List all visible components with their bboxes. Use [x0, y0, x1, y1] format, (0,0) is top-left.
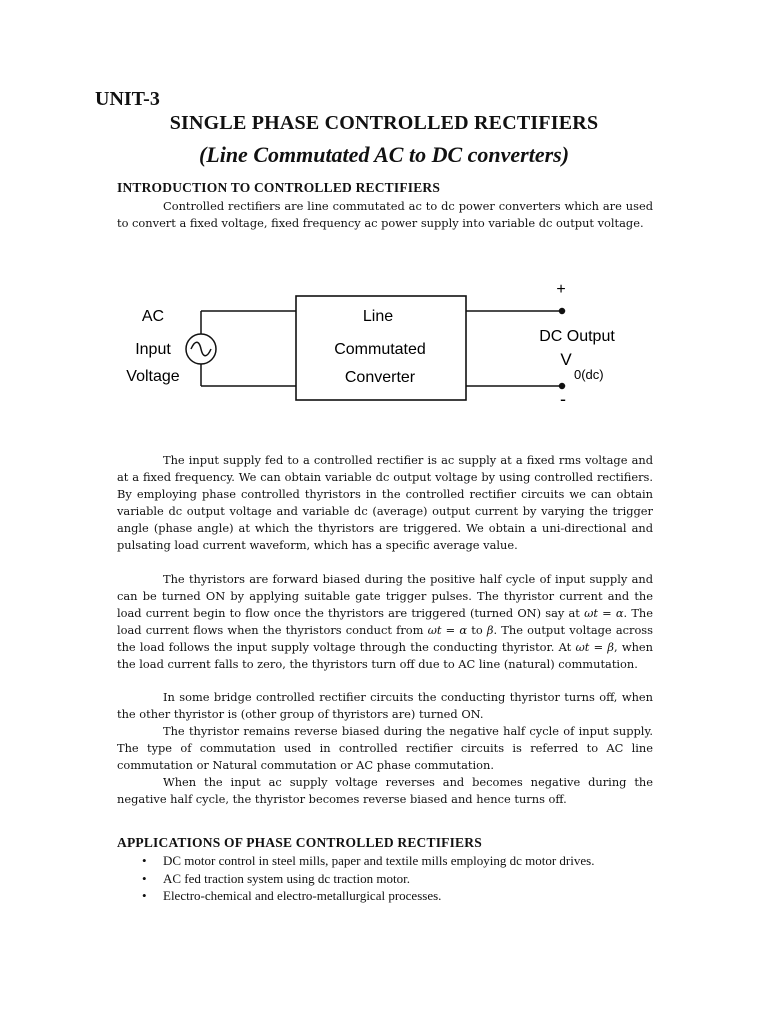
applications-heading: APPLICATIONS OF PHASE CONTROLLED RECTIFIERS: [117, 835, 482, 850]
p2-text-a: The thyristors are forward biased during the positive half cycle of input supply and can be turned ON by applying suitable gate trigger pulses. The thyristor current and the load current begin to flow once the thyristors are triggered (turned ON) say at: [117, 572, 653, 620]
intro-heading: INTRODUCTION TO CONTROLLED RECTIFIERS: [117, 180, 441, 195]
p2-text-b: . The load current flows when the thyristors conduct from: [117, 605, 654, 637]
output-terminals: [466, 309, 565, 389]
intro-paragraph: [117, 198, 653, 232]
output-voltage-symbol: V: [560, 350, 572, 369]
p2-math-1: ωt = α: [584, 605, 624, 620]
box-line-label: Line: [362, 308, 394, 325]
box-converter-label: Converter: [344, 369, 416, 386]
list-item: • AC fed traction system using dc traction motor.: [117, 870, 637, 888]
body-paragraph-2: [117, 571, 653, 672]
p2-math-3: β: [486, 622, 494, 637]
p2-math-2: ωt = α: [427, 622, 468, 637]
body-paragraph-3-text: In some bridge controlled rectifier circuits the conducting thyristor turns off, when the other thyristor is (other group of thyristors are) turned ON.: [117, 690, 653, 721]
box-commutated-label: Commutated: [334, 341, 426, 358]
p2-text-c: to: [467, 622, 487, 637]
ac-label: AC: [141, 308, 165, 325]
input-label: Input: [135, 341, 171, 358]
body-paragraph-3: [117, 689, 653, 723]
body-paragraph-1: [117, 452, 653, 553]
body-paragraph-4: [117, 723, 653, 774]
body-paragraph-5: [117, 774, 653, 808]
p2-math-4: ωt = β: [575, 639, 614, 654]
converter-block-diagram: [0, 270, 768, 420]
ac-source-icon: [186, 311, 296, 386]
unit-label: UNIT-3: [95, 88, 160, 110]
p2-text-e: , when the load current falls to zero, the thyristors turn off due to AC line (natural) commutation.: [117, 639, 653, 671]
plus-terminal: +: [556, 281, 566, 298]
minus-terminal: -: [560, 389, 566, 409]
body-paragraph-1-text: The input supply fed to a controlled rectifier is ac supply at a fixed rms voltage and at a fixed frequency. We can obtain variable dc output voltage by using controlled rectifiers. By employing phase controlled thyristors in the controlled rectifier circuits we can obtain variable dc output voltage and variable dc (average) output current by varying the trigger angle (phase angle) at which the thyristors are triggered. We obtain a uni-directional and pulsating load current waveform, which has a specific average value.: [117, 453, 653, 552]
list-item: • Electro-chemical and electro-metallurgical processes.: [117, 887, 637, 905]
voltage-label: Voltage: [126, 368, 180, 385]
intro-paragraph-text: Controlled rectifiers are line commutated ac to dc power converters which are used to convert a fixed voltage, fixed frequency ac power supply into variable dc output voltage.: [117, 199, 653, 230]
output-voltage-subscript: 0(dc): [574, 367, 604, 382]
list-item: • DC motor control in steel mills, paper and textile mills employing dc motor drives.: [117, 852, 637, 870]
applications-list: [117, 852, 637, 905]
dc-output-label: DC Output: [539, 328, 615, 345]
body-paragraph-4-text: The thyristor remains reverse biased during the negative half cycle of input supply. The type of commutation used in controlled rectifier circuits is referred to AC line commutation or Natural commutation or AC phase commutation.: [117, 724, 653, 772]
p2-text-d: . The output voltage across the load follows the input supply voltage through the conducting thyristor. At: [117, 622, 653, 654]
page-subtitle: (Line Commutated AC to DC converters): [198, 142, 570, 167]
page-title: SINGLE PHASE CONTROLLED RECTIFIERS: [169, 112, 599, 134]
body-paragraph-5-text: When the input ac supply voltage reverses and becomes negative during the negative half cycle, the thyristor becomes reverse biased and hence turns off.: [117, 775, 653, 806]
